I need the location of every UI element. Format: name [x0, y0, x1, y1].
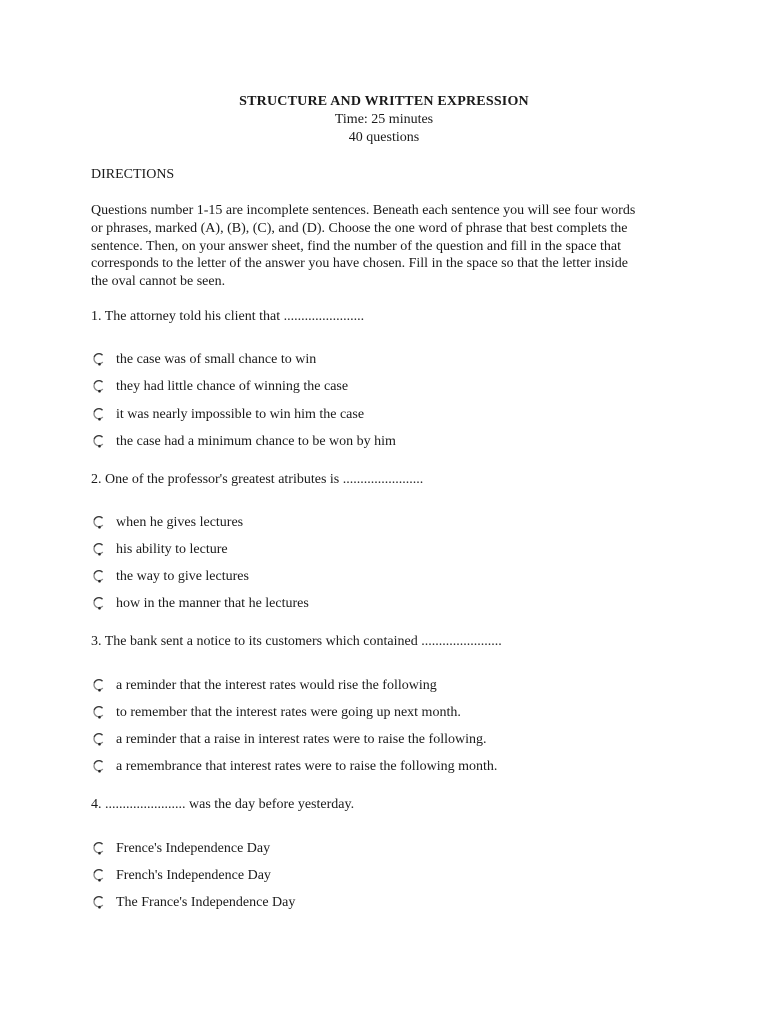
option-label: a reminder that the interest rates would rise the following [116, 678, 437, 693]
option-label: a reminder that a raise in interest rates were to raise the following. [116, 732, 487, 747]
answer-option[interactable] [91, 893, 295, 913]
answer-option[interactable] [91, 405, 364, 425]
radio-button-icon[interactable] [91, 541, 107, 559]
answer-option[interactable] [91, 676, 437, 696]
question-prompt: 1. The attorney told his client that ....................... [91, 309, 365, 324]
directions-line: sentence. Then, on your answer sheet, find the number of the question and fill in the space that [91, 238, 622, 254]
answer-option[interactable] [91, 377, 348, 397]
radio-button-icon[interactable] [91, 704, 107, 722]
option-label: how in the manner that he lectures [116, 596, 309, 611]
option-label: his ability to lecture [116, 542, 228, 557]
radio-button-icon[interactable] [91, 840, 107, 858]
option-label: a remembrance that interest rates were to raise the following month. [116, 759, 498, 774]
directions-line: or phrases, marked (A), (B), (C), and (D). Choose the one word of phrase that best complets the [91, 220, 628, 236]
radio-button-icon[interactable] [91, 758, 107, 776]
radio-button-icon[interactable] [91, 894, 107, 912]
radio-button-icon[interactable] [91, 568, 107, 586]
directions-line: Questions number 1-15 are incomplete sentences. Beneath each sentence you will see four words [91, 203, 636, 218]
answer-option[interactable] [91, 567, 249, 587]
directions-body [91, 202, 691, 291]
radio-button-icon[interactable] [91, 433, 107, 451]
option-label: they had little chance of winning the case [116, 379, 349, 394]
directions-heading: DIRECTIONS [91, 167, 175, 182]
answer-option[interactable] [91, 730, 486, 750]
option-label: Frence's Independence Day [116, 841, 271, 856]
answer-option[interactable] [91, 594, 309, 614]
option-label: the case had a minimum chance to be won by him [116, 434, 396, 449]
directions-line: corresponds to the letter of the answer you have chosen. Fill in the space so that the letter inside [91, 256, 628, 272]
answer-option[interactable] [91, 866, 271, 886]
radio-button-icon[interactable] [91, 351, 107, 369]
directions-line: the oval cannot be seen. [91, 274, 226, 290]
radio-button-icon[interactable] [91, 677, 107, 695]
question-prompt: 2. One of the professor's greatest atributes is ....................... [91, 472, 424, 487]
answer-option[interactable] [91, 513, 243, 533]
option-label: the case was of small chance to win [116, 352, 317, 367]
answer-option[interactable] [91, 703, 461, 723]
radio-button-icon[interactable] [91, 514, 107, 532]
radio-button-icon[interactable] [91, 378, 107, 396]
page-title: STRUCTURE AND WRITTEN EXPRESSION [239, 94, 529, 109]
option-label: when he gives lectures [116, 515, 244, 530]
option-label: The France's Independence Day [116, 895, 296, 910]
option-label: the way to give lectures [116, 569, 249, 584]
radio-button-icon[interactable] [91, 595, 107, 613]
radio-button-icon[interactable] [91, 731, 107, 749]
answer-option[interactable] [91, 757, 497, 777]
answer-option[interactable] [91, 540, 228, 560]
answer-option[interactable] [91, 432, 396, 452]
question-prompt: 4. ....................... was the day before yesterday. [91, 797, 355, 812]
radio-button-icon[interactable] [91, 867, 107, 885]
answer-option[interactable] [91, 350, 316, 370]
radio-button-icon[interactable] [91, 406, 107, 424]
time-limit: Time: 25 minutes [334, 112, 434, 127]
option-label: French's Independence Day [116, 868, 271, 883]
option-label: to remember that the interest rates were going up next month. [116, 705, 461, 720]
answer-option[interactable] [91, 839, 270, 859]
option-label: it was nearly impossible to win him the case [116, 407, 365, 422]
question-prompt: 3. The bank sent a notice to its customers which contained ....................... [91, 634, 502, 649]
question-count: 40 questions [348, 130, 420, 145]
